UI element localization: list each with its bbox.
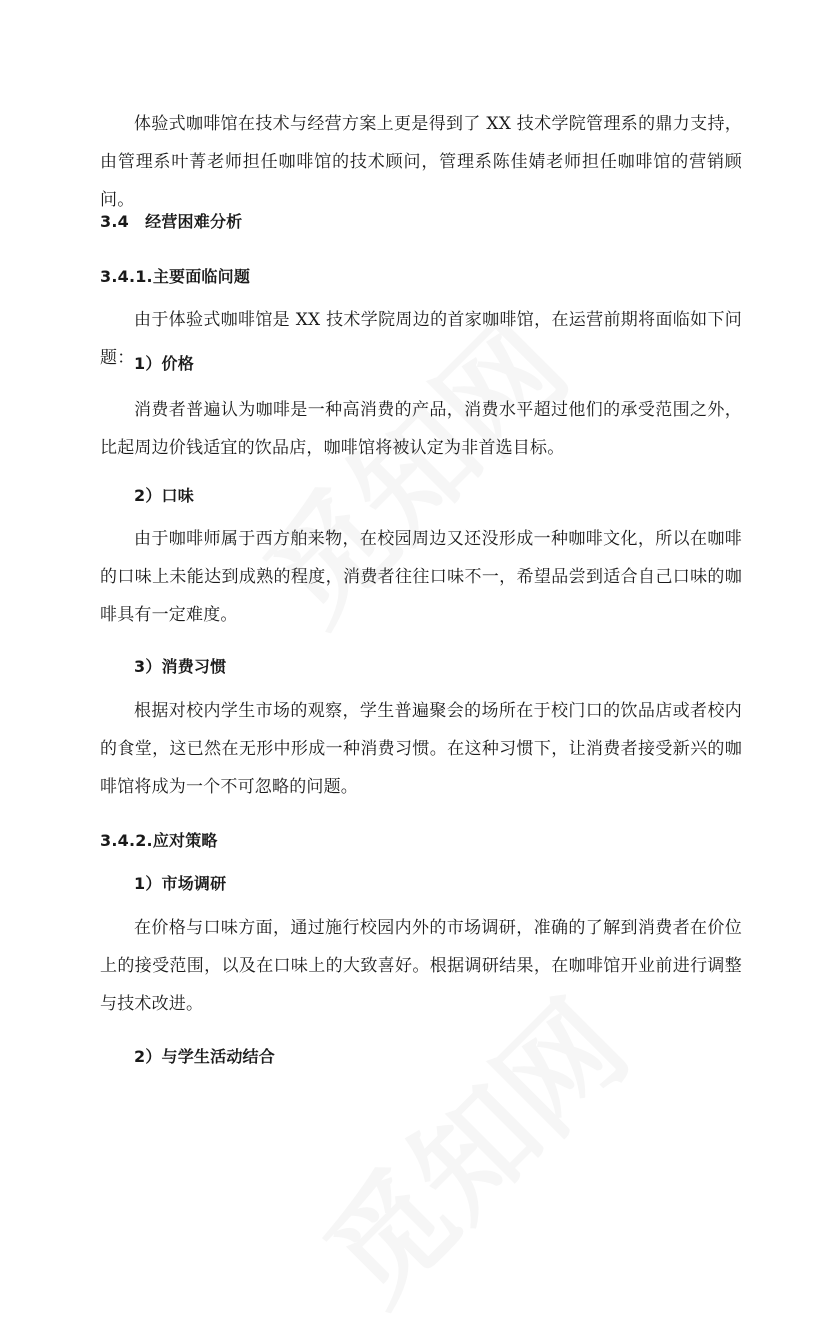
item-heading-student-activities: 2）与学生活动结合 (134, 1047, 275, 1066)
subsection-heading-3-4-1: 3.4.1.主要面临问题 (100, 267, 251, 286)
paragraph-support: 体验式咖啡馆在技术与经营方案上更是得到了 XX 技术学院管理系的鼎力支持，由管理系叶菁老师担任咖啡馆的技术顾问，管理系陈佳婧老师担任咖啡馆的营销顾问。 (100, 114, 742, 210)
paragraph-intro-problems: 由于体验式咖啡馆是 XX 技术学院周边的首家咖啡馆，在运营前期将面临如下问题： (100, 310, 742, 368)
item-heading-price: 1）价格 (134, 354, 194, 373)
paragraph-price: 消费者普遍认为咖啡是一种高消费的产品，消费水平超过他们的承受范围之外，比起周边价钱适宜的饮品店，咖啡馆将被认定为非首选目标。 (100, 400, 742, 458)
paragraph-market-research: 在价格与口味方面，通过施行校园内外的市场调研，准确的了解到消费者在价位上的接受范围，以及在口味上的大致喜好。根据调研结果，在咖啡馆开业前进行调整与技术改进。 (100, 918, 742, 1014)
subsection-heading-3-4-2: 3.4.2.应对策略 (100, 831, 218, 850)
item-heading-taste: 2）口味 (134, 486, 194, 505)
item-heading-habits: 3）消费习惯 (134, 657, 227, 676)
item-heading-market-research: 1）市场调研 (134, 874, 227, 893)
paragraph-habits: 根据对校内学生市场的观察，学生普遍聚会的场所在于校门口的饮品店或者校内的食堂，这已然在无形中形成一种消费习惯。在这种习惯下，让消费者接受新兴的咖啡馆将成为一个不可忽略的问题。 (100, 701, 742, 797)
section-heading-3-4: 3.4 经营困难分析 (100, 212, 243, 231)
paragraph-taste: 由于咖啡师属于西方舶来物，在校园周边又还没形成一种咖啡文化，所以在咖啡的口味上未能达到成熟的程度，消费者往往口味不一，希望品尝到适合自己口味的咖啡具有一定难度。 (100, 529, 742, 625)
